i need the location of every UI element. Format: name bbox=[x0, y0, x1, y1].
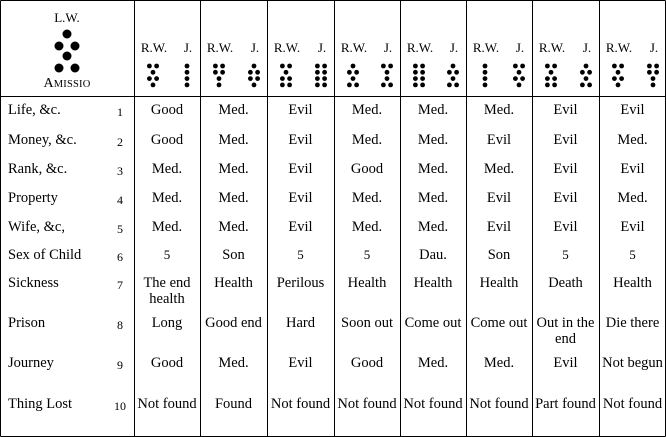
figure-name: AMISSIO bbox=[43, 76, 91, 91]
table-cell: Hard bbox=[286, 315, 315, 331]
rw-figure-dot bbox=[420, 76, 425, 81]
rw-figure-dot bbox=[354, 83, 359, 88]
j-figure-dot bbox=[185, 70, 190, 75]
table-cell: Not found bbox=[469, 396, 529, 412]
table-cell: 5 bbox=[562, 247, 569, 262]
j-figure-dot bbox=[315, 76, 320, 81]
rw-figure-dot bbox=[612, 76, 617, 81]
row-label: Prison bbox=[8, 315, 46, 331]
table-cell: Med. bbox=[218, 161, 249, 177]
table-cell: 5 bbox=[363, 247, 371, 262]
table-cell: Not found bbox=[337, 396, 397, 412]
table-cell: Not found bbox=[270, 396, 331, 412]
table-cell: Med. bbox=[483, 102, 515, 118]
j-figure-dot bbox=[454, 70, 459, 75]
j-figure-dot bbox=[451, 76, 456, 81]
row-label: Life, &c. bbox=[8, 102, 61, 118]
j-figure-dot bbox=[255, 70, 260, 75]
column-header-j: J. bbox=[649, 40, 659, 55]
j-figure-dot bbox=[381, 64, 386, 69]
rw-figure-dot bbox=[616, 70, 621, 75]
table-cell: Found bbox=[214, 396, 253, 412]
column-header-j: J. bbox=[250, 40, 260, 55]
rw-figure-dot bbox=[545, 83, 550, 88]
j-figure-dot bbox=[252, 64, 257, 69]
rw-figure-dot bbox=[354, 70, 359, 75]
rw-figure-dot bbox=[552, 76, 557, 81]
j-figure-dot bbox=[584, 64, 589, 69]
row-number: 5 bbox=[117, 222, 123, 236]
column-header-j: J. bbox=[515, 40, 525, 55]
j-figure-dot bbox=[584, 76, 589, 81]
column-header-rw: R.W. bbox=[406, 40, 434, 55]
column-header-rw: R.W. bbox=[472, 40, 500, 55]
amissio-figure-dot bbox=[71, 42, 80, 51]
column-header-rw: R.W. bbox=[273, 40, 301, 55]
rw-figure-dot bbox=[151, 83, 156, 88]
table-cell: Not begun bbox=[602, 355, 663, 371]
row-number: 4 bbox=[117, 193, 123, 207]
table-cell: Evil bbox=[288, 161, 313, 177]
column-header-rw: R.W. bbox=[538, 40, 566, 55]
table-cell: Evil bbox=[553, 132, 578, 148]
column-header-j: J. bbox=[383, 40, 393, 55]
table-cell: Med. bbox=[351, 132, 383, 148]
j-figure-dot bbox=[315, 70, 320, 75]
table-cell: Evil bbox=[620, 102, 645, 118]
table-cell: Come out bbox=[470, 315, 528, 331]
rw-figure-dot bbox=[280, 83, 285, 88]
j-figure-dot bbox=[315, 83, 320, 88]
rw-figure-dot bbox=[287, 83, 292, 88]
corner-top-label: L.W. bbox=[54, 10, 80, 25]
row-label: Thing Lost bbox=[8, 396, 73, 412]
table-cell: 5 bbox=[163, 247, 171, 262]
row-label: Rank, &c. bbox=[8, 161, 68, 177]
column-header-j: J. bbox=[317, 40, 327, 55]
row-label: Sickness bbox=[8, 275, 59, 291]
table-cell: Evil bbox=[486, 190, 512, 206]
rw-figure-dot bbox=[287, 76, 292, 81]
table-cell: 5 bbox=[629, 247, 636, 262]
table-cell: Med. bbox=[417, 102, 449, 118]
j-figure-dot bbox=[451, 64, 456, 69]
table-cell: Part found bbox=[535, 396, 596, 412]
rw-figure-dot bbox=[284, 70, 289, 75]
row-label: Property bbox=[8, 190, 58, 206]
column-header-rw: R.W. bbox=[140, 40, 168, 55]
table-cell: Med. bbox=[151, 219, 183, 235]
amissio-figure-dot bbox=[63, 30, 72, 39]
table-cell: Evil bbox=[620, 219, 645, 235]
j-figure-dot bbox=[517, 70, 522, 75]
table-cell: Soon out bbox=[341, 315, 393, 331]
rw-figure-dot bbox=[483, 64, 488, 69]
row-number: 8 bbox=[117, 318, 123, 332]
table-cell: Son bbox=[487, 247, 511, 263]
j-figure-dot bbox=[381, 83, 386, 88]
rw-figure-dot bbox=[351, 64, 356, 69]
j-figure-dot bbox=[520, 76, 525, 81]
j-figure-dot bbox=[322, 64, 327, 69]
table-cell: Med. bbox=[351, 102, 383, 118]
row-number: 6 bbox=[117, 250, 123, 264]
j-figure-dot bbox=[185, 83, 190, 88]
j-figure-dot bbox=[388, 64, 393, 69]
j-figure-dot bbox=[248, 70, 253, 75]
rw-figure-dot bbox=[347, 83, 352, 88]
j-figure-dot bbox=[587, 83, 592, 88]
column-header-j: J. bbox=[449, 40, 459, 55]
table-cell: Med. bbox=[218, 219, 249, 235]
j-figure-dot bbox=[513, 64, 518, 69]
table-cell: Health bbox=[347, 275, 387, 291]
rw-figure-dot bbox=[217, 76, 222, 81]
table-cell: Evil bbox=[553, 102, 578, 118]
table-cell: Med. bbox=[417, 190, 449, 206]
table-cell: Health bbox=[613, 275, 652, 291]
table-cell: Die there bbox=[605, 315, 660, 331]
row-number: 2 bbox=[117, 135, 123, 149]
table-cell: Death bbox=[548, 275, 583, 291]
table-cell: Med. bbox=[218, 355, 249, 371]
table-cell: Med. bbox=[151, 190, 183, 206]
j-figure-dot bbox=[322, 76, 327, 81]
rw-figure-dot bbox=[413, 64, 418, 69]
table-cell: Evil bbox=[553, 219, 578, 235]
rw-figure-dot bbox=[612, 64, 617, 69]
rw-figure-dot bbox=[483, 70, 488, 75]
j-figure-dot bbox=[647, 70, 652, 75]
row-number: 10 bbox=[114, 399, 126, 413]
rw-figure-dot bbox=[545, 64, 550, 69]
j-figure-dot bbox=[315, 64, 320, 69]
row-number: 1 bbox=[117, 105, 123, 119]
rw-figure-dot bbox=[213, 70, 218, 75]
rw-figure-dot bbox=[420, 70, 425, 75]
table-cell: Med. bbox=[617, 132, 648, 148]
j-figure-dot bbox=[651, 83, 656, 88]
rw-figure-dot bbox=[351, 76, 356, 81]
table-cell: Good bbox=[150, 355, 184, 371]
column-header-j: J. bbox=[183, 40, 193, 55]
rw-figure-dot bbox=[413, 70, 418, 75]
amissio-figure-dot bbox=[71, 64, 80, 73]
rw-figure-dot bbox=[552, 64, 557, 69]
rw-figure-dot bbox=[213, 64, 218, 69]
table-cell: Med. bbox=[218, 132, 249, 148]
rw-figure-dot bbox=[147, 76, 152, 81]
table-cell: Good bbox=[350, 161, 384, 177]
table-cell: Med. bbox=[417, 161, 449, 177]
j-figure-dot bbox=[654, 64, 659, 69]
j-figure-dot bbox=[520, 64, 525, 69]
j-figure-dot bbox=[447, 70, 452, 75]
amissio-figure-dot bbox=[55, 64, 64, 73]
rw-figure-dot bbox=[147, 64, 152, 69]
table-cell: Good end bbox=[205, 315, 262, 331]
amissio-figure-dot bbox=[63, 52, 72, 61]
table-cell: Med. bbox=[617, 190, 648, 206]
table-cell: Son bbox=[222, 247, 245, 263]
rw-figure-dot bbox=[619, 64, 624, 69]
j-figure-dot bbox=[513, 76, 518, 81]
table-cell: Health bbox=[214, 275, 253, 291]
row-number: 9 bbox=[117, 358, 123, 372]
table-cell: Evil bbox=[486, 219, 512, 235]
table-cell: Evil bbox=[620, 161, 645, 177]
rw-figure-dot bbox=[220, 64, 225, 69]
j-figure-dot bbox=[651, 76, 656, 81]
rw-figure-dot bbox=[154, 64, 159, 69]
rw-figure-dot bbox=[545, 76, 550, 81]
table-cell: Evil bbox=[553, 161, 578, 177]
table-cell: Dau. bbox=[419, 247, 447, 263]
j-figure-dot bbox=[388, 83, 393, 88]
table-cell: 5 bbox=[297, 247, 304, 262]
row-label: Journey bbox=[8, 355, 54, 371]
row-label: Sex of Child bbox=[8, 247, 82, 263]
table-cell: Med. bbox=[218, 190, 249, 206]
table-cell: Good bbox=[350, 355, 384, 371]
row-label: Wife, &c, bbox=[8, 219, 65, 235]
row-number: 7 bbox=[117, 278, 123, 292]
j-figure-dot bbox=[580, 83, 585, 88]
j-figure-dot bbox=[385, 76, 390, 81]
rw-figure-dot bbox=[549, 70, 554, 75]
j-figure-dot bbox=[647, 64, 652, 69]
table-cell: Not found bbox=[602, 396, 663, 412]
table-cell: Good bbox=[150, 132, 184, 148]
table-cell: Evil bbox=[288, 190, 313, 206]
rw-figure-dot bbox=[420, 83, 425, 88]
j-figure-dot bbox=[447, 83, 452, 88]
row-number: 3 bbox=[117, 164, 123, 178]
column-header-rw: R.W. bbox=[340, 40, 368, 55]
j-figure-dot bbox=[255, 76, 260, 81]
rw-figure-dot bbox=[280, 76, 285, 81]
j-figure-dot bbox=[248, 76, 253, 81]
rw-figure-dot bbox=[413, 83, 418, 88]
table-cell: Evil bbox=[553, 190, 578, 206]
table-cell: Evil bbox=[288, 102, 313, 118]
table-cell: Health bbox=[479, 275, 519, 291]
rw-figure-dot bbox=[154, 76, 159, 81]
table-cell: Med. bbox=[417, 355, 449, 371]
j-figure-dot bbox=[252, 83, 257, 88]
rw-figure-dot bbox=[616, 83, 621, 88]
table-cell: Evil bbox=[288, 355, 313, 371]
table-cell: Not found bbox=[137, 396, 197, 412]
j-figure-dot bbox=[654, 70, 659, 75]
rw-figure-dot bbox=[413, 76, 418, 81]
table-cell: Med. bbox=[351, 219, 383, 235]
table-cell: Med. bbox=[218, 102, 249, 118]
rw-figure-dot bbox=[217, 83, 222, 88]
rw-figure-dot bbox=[420, 64, 425, 69]
j-figure-dot bbox=[322, 83, 327, 88]
j-figure-dot bbox=[517, 83, 522, 88]
amissio-figure-dot bbox=[55, 42, 64, 51]
rw-figure-dot bbox=[552, 83, 557, 88]
j-figure-dot bbox=[185, 76, 190, 81]
table-cell: Med. bbox=[483, 355, 515, 371]
table-cell: Evil bbox=[288, 219, 313, 235]
j-figure-dot bbox=[587, 70, 592, 75]
table-cell: Evil bbox=[553, 355, 578, 371]
table-cell: Med. bbox=[417, 132, 449, 148]
rw-figure-dot bbox=[483, 83, 488, 88]
rw-figure-dot bbox=[287, 64, 292, 69]
j-figure-dot bbox=[454, 83, 459, 88]
table-cell: Not found bbox=[403, 396, 463, 412]
table-cell: Med. bbox=[417, 219, 449, 235]
rw-figure-dot bbox=[220, 70, 225, 75]
j-figure-dot bbox=[385, 70, 390, 75]
rw-figure-dot bbox=[347, 70, 352, 75]
column-header-rw: R.W. bbox=[605, 40, 633, 55]
j-figure-dot bbox=[185, 64, 190, 69]
j-figure-dot bbox=[322, 70, 327, 75]
row-label: Money, &c. bbox=[8, 132, 77, 148]
rw-figure-dot bbox=[151, 70, 156, 75]
column-header-rw: R.W. bbox=[206, 40, 234, 55]
table-cell: Evil bbox=[288, 132, 313, 148]
j-figure-dot bbox=[580, 70, 585, 75]
table-cell: Med. bbox=[151, 161, 183, 177]
table-cell: Med. bbox=[483, 161, 515, 177]
table-cell: Med. bbox=[351, 190, 383, 206]
rw-figure-dot bbox=[280, 64, 285, 69]
table-cell: Long bbox=[151, 315, 183, 331]
rw-figure-dot bbox=[619, 76, 624, 81]
table-cell: The end health bbox=[143, 275, 191, 307]
table-cell: Health bbox=[413, 275, 453, 291]
table-cell: Good bbox=[150, 102, 184, 118]
rw-figure-dot bbox=[483, 76, 488, 81]
table-cell: Out in the end bbox=[536, 315, 595, 347]
table-cell: Perilous bbox=[276, 275, 325, 291]
column-header-j: J. bbox=[582, 40, 592, 55]
table-cell: Evil bbox=[486, 132, 512, 148]
table-cell: Come out bbox=[404, 315, 462, 331]
